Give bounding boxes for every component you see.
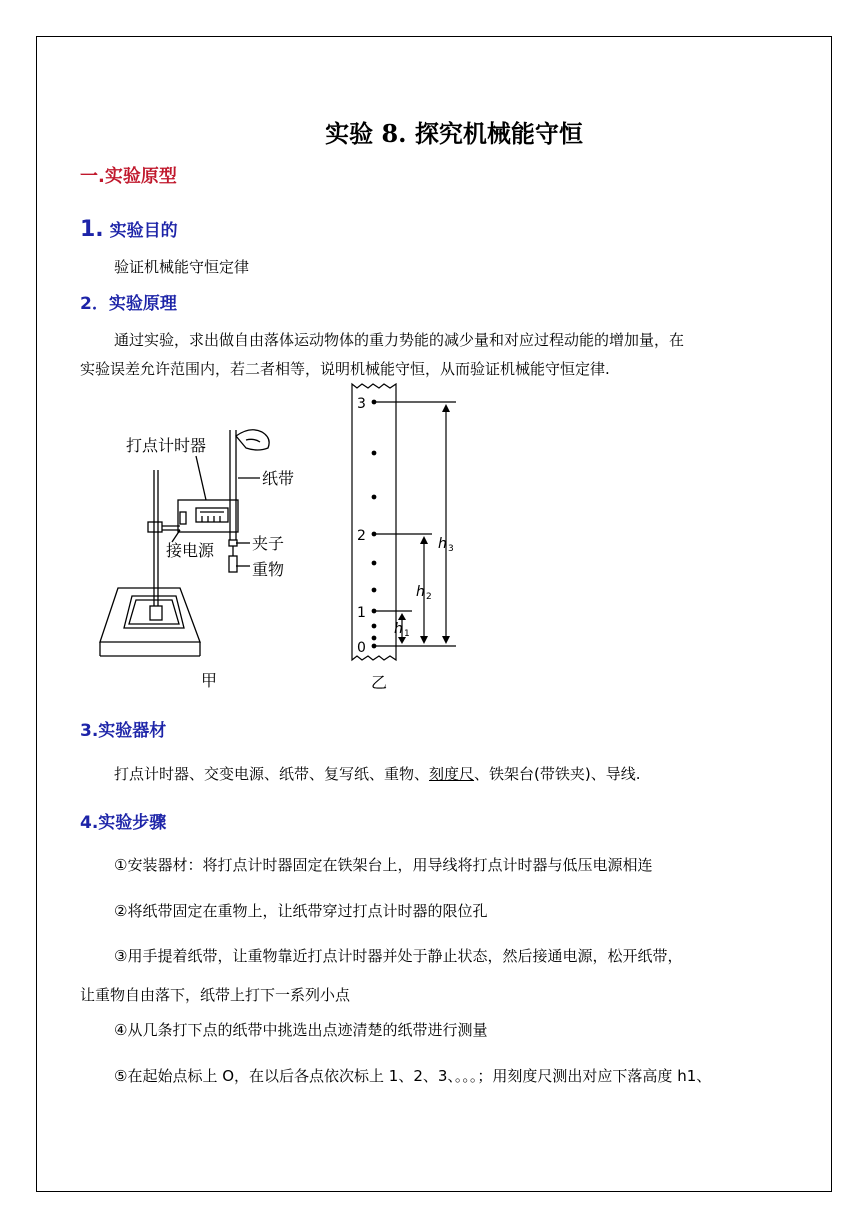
h3-sub: 3 [448,544,454,554]
h1-label: h [394,621,403,637]
principle-line-1: 通过实验，求出做自由落体运动物体的重力势能的减少量和对应过程动能的增加量，在 [114,331,685,349]
tape-label-1: 1 [357,605,366,621]
caption-a: 甲 [201,671,218,690]
equipment-pre: 打点计时器、交变电源、纸带、复写纸、重物、 [114,765,430,783]
label-power: 接电源 [166,541,215,560]
tape-label-3: 3 [357,396,366,412]
heading-equipment: 3.实验器材 [80,721,167,741]
step-1: ①安装器材：将打点计时器固定在铁架台上，用导线将打点计时器与低压电源相连 [114,856,653,874]
step-2: ②将纸带固定在重物上，让纸带穿过打点计时器的限位孔 [114,902,488,920]
purpose-number: 1. [80,217,104,242]
apparatus-figure [0,380,868,700]
label-clamp: 夹子 [252,534,285,553]
label-tape: 纸带 [262,469,295,488]
step-3-line-1: ③用手提着纸带，让重物靠近打点计时器并处于静止状态，然后接通电源，松开纸带， [114,947,683,965]
step-3-line-2: 让重物自由落下，纸带上打下一系列小点 [80,986,351,1004]
page-title: 实验 8. 探究机械能守恒 [325,119,583,148]
principle-line-2: 实验误差允许范围内，若二者相等，说明机械能守恒，从而验证机械能守恒定律. [80,360,610,378]
purpose-label: 实验目的 [109,221,178,241]
h1-sub: 1 [404,629,410,639]
purpose-text: 验证机械能守恒定律 [114,258,250,276]
label-weight: 重物 [252,560,285,579]
h3-label: h [438,536,447,552]
h2-sub: 2 [426,592,432,602]
heading-principle: 2．实验原理 [80,294,177,314]
heading-steps: 4.实验步骤 [80,813,167,833]
h2-label: h [416,584,425,600]
equipment-post: 、铁架台(带铁夹)、导线. [474,765,641,783]
tape-label-0: 0 [357,640,366,656]
step-4: ④从几条打下点的纸带中挑选出点迹清楚的纸带进行测量 [114,1021,488,1039]
step-5: ⑤在起始点标上 O，在以后各点依次标上 1、2、3、。。。；用刻度尺测出对应下落高度 h1、 [114,1067,712,1085]
heading-purpose [80,216,178,242]
tape-dots [372,400,377,649]
equipment-ruler: 刻度尺 [429,765,475,783]
caption-b: 乙 [371,673,388,692]
tape-label-2: 2 [357,528,366,544]
equipment-text [114,763,641,784]
label-timer: 打点计时器 [126,436,207,455]
section-heading-prototype: 一.实验原型 [80,166,177,187]
